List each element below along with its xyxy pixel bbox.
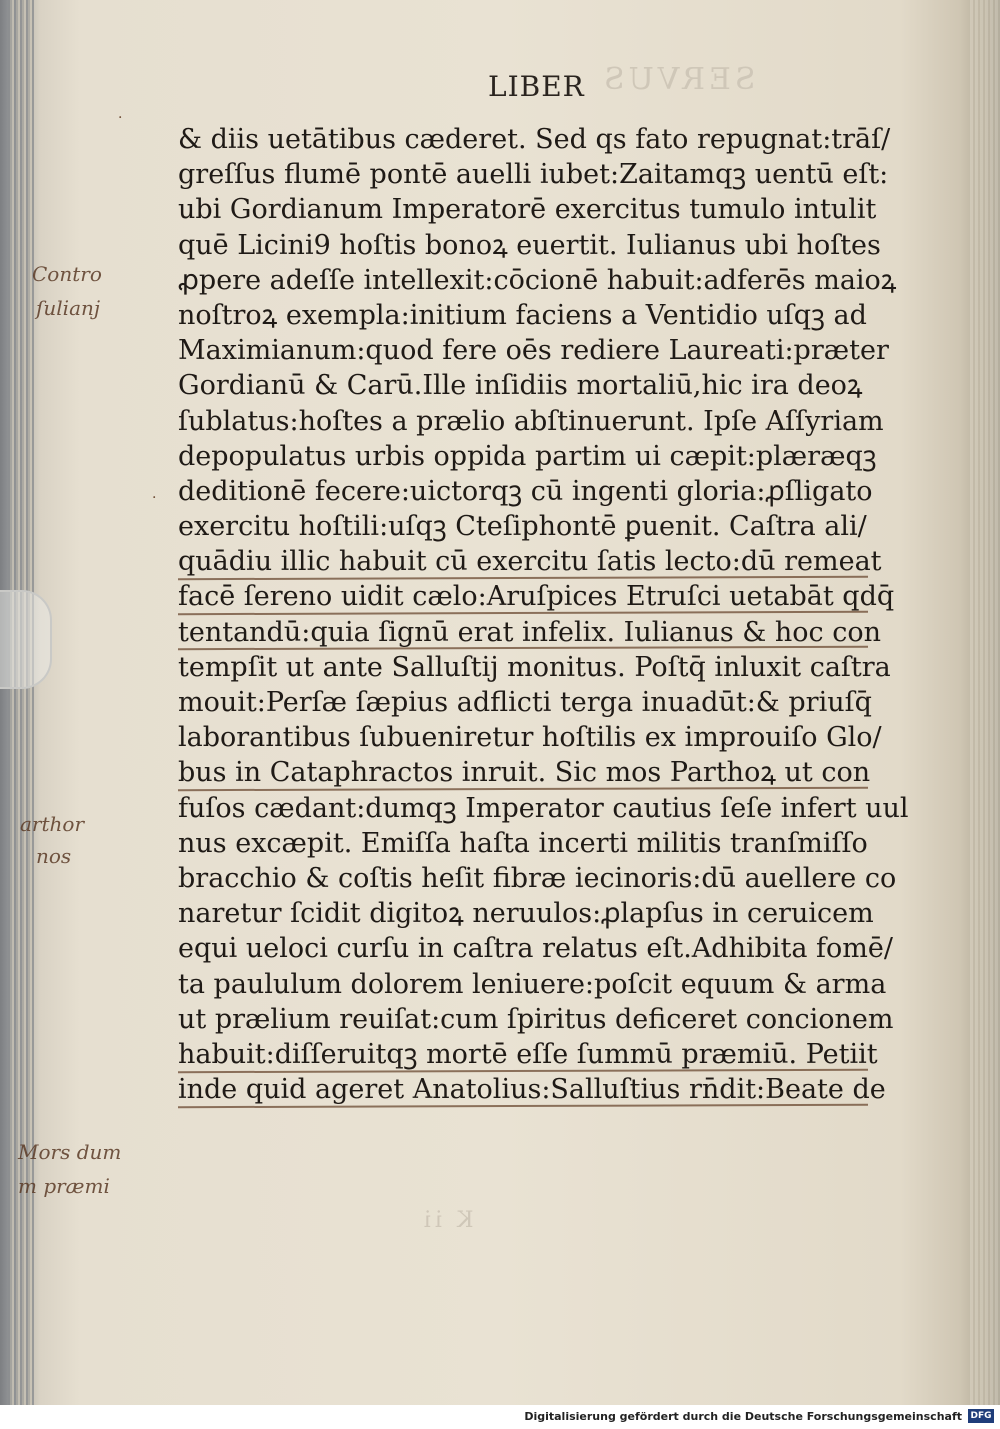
text-line-underlined: inde quid ageret Anatolius:Salluſtius rn̄dit:Beate de — [178, 1072, 888, 1107]
text-block — [178, 122, 909, 1107]
text-line: fuſos cædant:dumqꝫ Imperator cautius ſeſe infert uul — [178, 792, 909, 824]
text-line: & diis uetātibus cæderet. Sed qs fato repugnat:trāſ/ — [178, 124, 891, 155]
text-line: depopulatus urbis oppida partim ui cæpit:plæræqꝫ — [178, 440, 877, 472]
marginal-note: Mors dum — [18, 1140, 122, 1164]
text-line: deditionē fecere:uictorqꝫ cū ingenti gloria:ꝓſligato — [178, 475, 873, 507]
bleed-through-signature: K ii — [420, 1208, 474, 1233]
marginal-note: m præmi — [18, 1174, 110, 1198]
text-line: ta paululum dolorem leniuere:poſcit equum & arma — [178, 968, 887, 1000]
text-line: ubi Gordianum Imperatorē exercitus tumulo intulit — [178, 194, 877, 226]
page-clip — [0, 590, 52, 689]
text-line: noſtroꝝ exempla:initium faciens a Ventidio uſqꝫ ad — [178, 299, 867, 331]
text-line-underlined: quādiu illic habuit cū exercitu ſatis lecto:dū remeat — [178, 544, 888, 579]
text-line: greſſus flumē pontē auelli iubet:Zaitamqꝫ uentū eſt: — [178, 159, 889, 191]
text-line: exercitu hoſtili:uſqꝫ Cteſiphontē ꝑuenit. Caſtra ali/ — [178, 511, 867, 543]
ink-mark: · — [152, 490, 157, 506]
book-edge-right — [970, 0, 1000, 1405]
marginal-note: Contro — [32, 262, 102, 286]
text-line: Maximianum:quod fere oēs rediere Laureati:præter — [178, 335, 889, 367]
text-line: mouit:Perſæ ſæpius adflicti terga inuadūt:& priuſq̄ — [178, 687, 872, 718]
text-line-underlined: bus in Cataphractos inruit. Sic mos Parthoꝝ ut con — [178, 755, 888, 790]
footer — [0, 1405, 1000, 1429]
text-line: nus excæpit. Emiſſa haſta incerti militis tranſmiſſo — [178, 827, 868, 859]
text-line: equi ueloci curſu in caſtra relatus eſt.Adhibita fomē/ — [178, 933, 893, 965]
text-line: laborantibus ſubueniretur hoſtilis ex improuiſo Glo/ — [178, 722, 882, 754]
text-line-underlined: tentandū:quia ſignū erat infelix. Iulianus & hoc con — [178, 615, 888, 650]
text-line: tempſit ut ante Salluſtij monitus. Poſtq̄ inluxit caſtra — [178, 651, 891, 683]
dfg-logo: DFG — [968, 1409, 994, 1423]
text-line-underlined: habuit:diſſeruitqꝫ mortē eſſe ſummū præmiū. Petiit — [178, 1037, 888, 1072]
text-line: ꝓpere adeſſe intellexit:cōcionē habuit:adferēs maioꝝ — [178, 264, 897, 296]
marginal-note: nos — [36, 844, 72, 868]
ink-mark: · — [118, 110, 123, 126]
text-line: ut prælium reuiſat:cum ſpiritus deficeret concionem — [178, 1003, 894, 1035]
text-line: ſublatus:hoſtes a prælio abſtinuerunt. Ipſe Aſſyriam — [178, 405, 884, 437]
marginal-note: ſulianj — [36, 296, 101, 320]
text-line: Gordianū & Carū.Ille inſidiis mortaliū,hic ira deoꝝ — [178, 370, 863, 402]
text-line-underlined: facē ſereno uidit cælo:Aruſpices Etruſci uetabāt qdq̄ — [178, 579, 888, 614]
text-line: bracchio & coſtis heſit fibræ iecinoris:dū auellere co — [178, 862, 897, 894]
text-line: quē Licini9 hoſtis bonoꝝ euertit. Iulianus ubi hoſtes — [178, 229, 881, 261]
running-head: LIBER — [488, 70, 585, 103]
footer-credit: Digitalisierung gefördert durch die Deutsche Forschungsgemeinschaft — [524, 1410, 962, 1423]
marginal-note: arthor — [20, 812, 85, 836]
text-line: naretur ſcidit digitoꝝ neruulos:ꝓlapſus in ceruicem — [178, 898, 874, 930]
bleed-through-head: SERVUS — [600, 62, 756, 97]
